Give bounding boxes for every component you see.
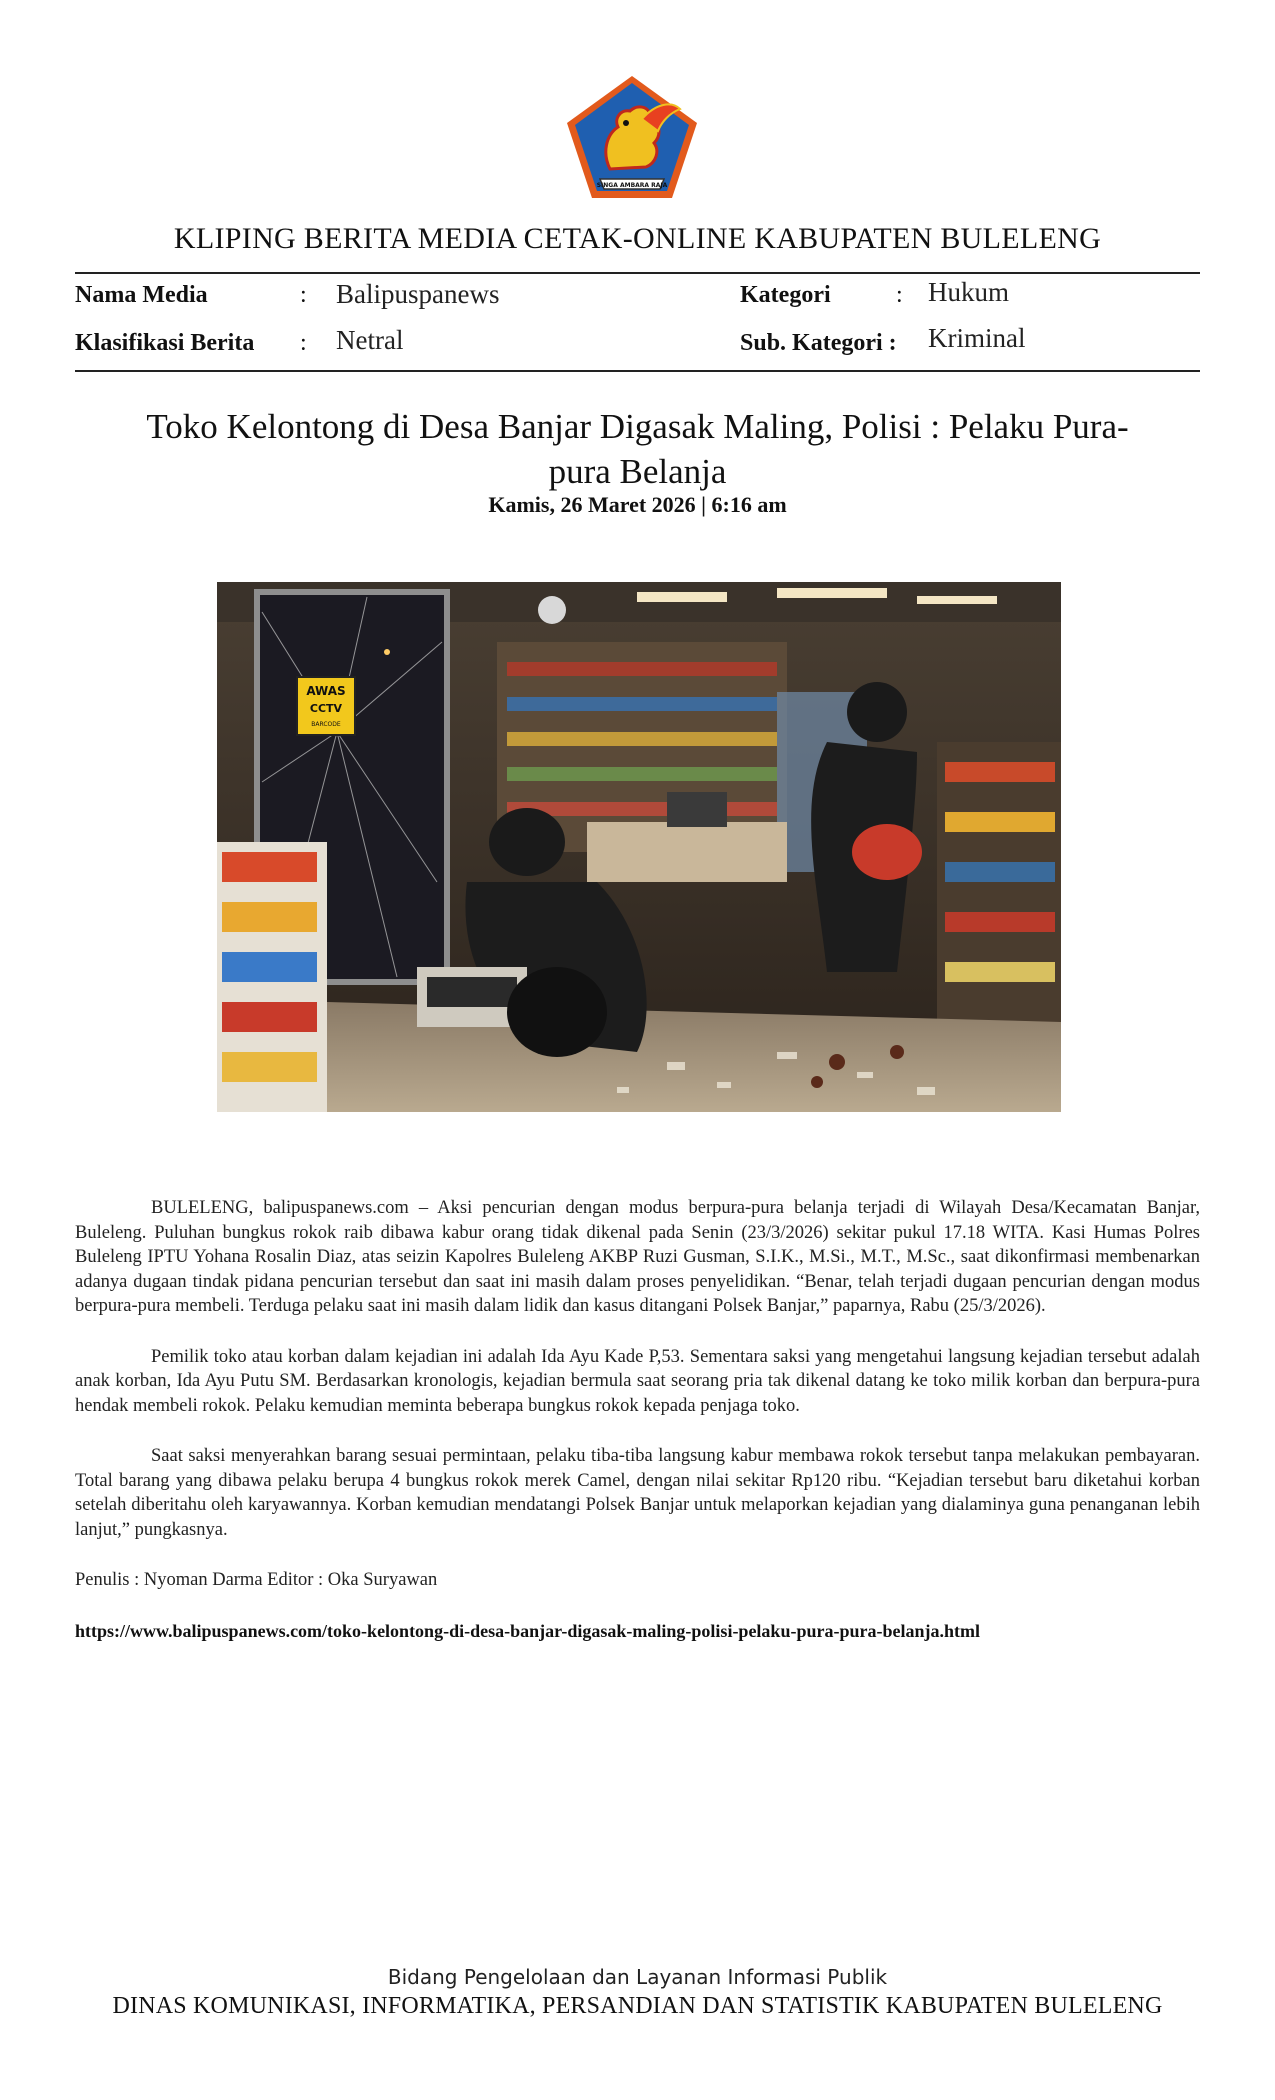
- article-source-url[interactable]: https://www.balipuspanews.com/toko-kelontong-di-desa-banjar-digasak-maling-polisi-pelaku-pura-pura-belanja.html: [75, 1620, 980, 1641]
- header-divider-bottom: [75, 370, 1200, 372]
- article-paragraph: Pemilik toko atau korban dalam kejadian ini adalah Ida Ayu Kade P,53. Sementara saksi yang mengetahui langsung kejadian tersebut adalah anak korban, Ida Ayu Putu SM. Berdasarkan kronologis, kejadian bermula saat seorang pria tak dikenal datang ke toko milik korban dan berpura-pura hendak membeli rokok. Pelaku kemudian meminta beberapa bungkus rokok kepada penjaga toko.: [75, 1346, 1200, 1416]
- article-photo: [217, 582, 1061, 1112]
- article-body: [75, 1196, 1200, 1669]
- clipping-header-title: KLIPING BERITA MEDIA CETAK-ONLINE KABUPATEN BULELENG: [173, 222, 1102, 255]
- nama-media-value: Balipuspanews: [336, 279, 500, 309]
- buleleng-emblem-logo: [564, 73, 700, 201]
- article-date: Kamis, 26 Maret 2026 | 6:16 am: [488, 492, 787, 517]
- svg-text:CCTV: CCTV: [309, 702, 343, 715]
- svg-text:BARCODE: BARCODE: [311, 721, 341, 728]
- singa-ambara-raja-emblem-icon: [564, 73, 700, 201]
- klasifikasi-berita-value: Netral: [336, 325, 404, 355]
- sub-kategori-label: Sub. Kategori :: [740, 330, 897, 356]
- svg-text:AWAS: AWAS: [306, 684, 346, 698]
- article-paragraph: Saat saksi menyerahkan barang sesuai permintaan, pelaku tiba-tiba langsung kabur membawa rokok tersebut tanpa melakukan pembayaran. Total barang yang dibawa pelaku berupa 4 bungkus rokok merek Camel, dengan nilai sekitar Rp120 ribu. “Kejadian tersebut baru diketahui korban setelah diberitahu oleh karyawannya. Korban kemudian mendatangi Polsek Banjar untuk melaporkan kejadian yang dialaminya guna penanganan lebih lanjut,” pungkasnya.: [75, 1446, 1200, 1540]
- nama-media-colon: :: [300, 282, 307, 308]
- footer-department: Bidang Pengelolaan dan Layanan Informasi Publik: [387, 1965, 888, 1989]
- klasifikasi-berita-colon: :: [300, 330, 307, 356]
- kategori-colon: :: [896, 282, 903, 308]
- article-credit: Penulis : Nyoman Darma Editor : Oka Suryawan: [75, 1570, 438, 1590]
- klasifikasi-berita-label: Klasifikasi Berita: [75, 330, 255, 356]
- store-robbery-photo: [217, 582, 1061, 1112]
- nama-media-label: Nama Media: [75, 282, 208, 308]
- kategori-value: Hukum: [928, 277, 1009, 307]
- sub-kategori-value: Kriminal: [928, 323, 1026, 353]
- article-title: Toko Kelontong di Desa Banjar Digasak Maling, Polisi : Pelaku Pura-pura Belanja: [146, 407, 1129, 491]
- article-paragraph: BULELENG, balipuspanews.com – Aksi pencurian dengan modus berpura-pura belanja terjadi di Wilayah Desa/Kecamatan Banjar, Buleleng. Puluhan bungkus rokok raib dibawa kabur orang tidak dikenal pada Senin (23/3/2026) sekitar pukul 17.18 WITA. Kasi Humas Polres Buleleng IPTU Yohana Rosalin Diaz, atas seizin Kapolres Buleleng AKBP Ruzi Gusman, S.I.K., M.Si., M.T., M.Sc., saat dikonfirmasi membenarkan adanya dugaan tindak pidana pencurian tersebut dan saat ini masih dalam proses penyelidikan. “Benar, telah terjadi dugaan pencurian dengan modus berpura-pura membeli. Terduga pelaku saat ini masih dalam lidik dan kasus ditangani Polsek Banjar,” paparnya, Rabu (25/3/2026).: [75, 1198, 1200, 1316]
- header-divider-top: [75, 272, 1200, 274]
- svg-text:SINGA AMBARA RAJA: SINGA AMBARA RAJA: [596, 182, 668, 189]
- kategori-label: Kategori: [740, 282, 831, 308]
- footer-agency: DINAS KOMUNIKASI, INFORMATIKA, PERSANDIAN DAN STATISTIK KABUPATEN BULELENG: [112, 1993, 1163, 2019]
